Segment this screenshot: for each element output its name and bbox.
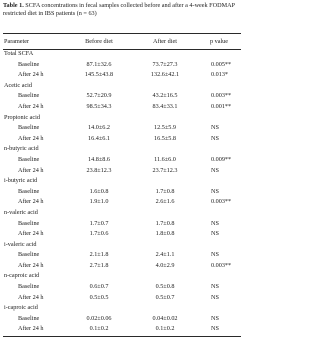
after-diet-value: 0.5±0.7 [155,293,175,301]
p-value: NS [211,283,219,291]
table-group-row [3,240,241,251]
row-label: After 24 h [18,293,44,301]
before-diet-value: 23.8±12.3 [86,166,112,174]
row-label: After 24 h [18,102,44,110]
row-label: After 24 h [18,325,44,333]
row-label: After 24 h [18,198,44,206]
after-diet-value: 4.0±2.9 [155,261,175,269]
after-diet-value: 11.6±6.0 [154,155,176,163]
table-row [3,197,241,208]
after-diet-value: 1.7±0.8 [155,187,175,195]
row-label: After 24 h [18,230,44,238]
header-row [3,33,241,49]
group-label: Total SCFA [4,50,34,57]
group-label: i-caproic acid [4,304,38,312]
table-group-row [3,81,241,92]
after-diet-value: 43.2±16.5 [152,92,178,100]
caption-text: SCFA concentrations in fecal samples collected before and after a 4-week FODMAP restricted diet in IBS patients (n = 63) [3,2,235,18]
table-group-row [3,271,241,282]
after-diet-value: 12.5±5.9 [154,124,176,132]
before-diet-value: 0.1±0.2 [89,325,109,333]
group-label: i-valeric acid [4,240,37,248]
before-diet-value: 1.7±0.7 [89,219,109,227]
p-value: NS [211,134,219,142]
before-diet-value: 87.1±32.6 [86,60,112,68]
before-diet-value: 0.5±0.5 [89,293,109,301]
table-row [3,134,241,145]
after-diet-value: 73.7±27.3 [152,60,178,68]
row-label: Baseline [18,219,40,227]
p-value: NS [211,251,219,259]
table-row [3,102,241,113]
table-row [3,219,241,230]
after-diet-value: 0.04±0.02 [152,314,178,322]
table-group-row [3,49,241,60]
before-diet-value: 14.0±6.2 [88,124,110,132]
p-value: 0.005** [211,60,232,68]
table-row [3,155,241,166]
row-label: Baseline [18,314,40,322]
after-diet-value: 2.4±1.1 [155,251,175,259]
p-value: NS [211,314,219,322]
table-row [3,282,241,293]
after-diet-value: 1.8±0.8 [155,230,175,238]
group-label: n-butyric acid [4,145,39,153]
table-group-row [3,113,241,124]
p-value: NS [211,187,219,195]
before-diet-value: 145.5±43.8 [84,71,114,79]
table-group-row [3,208,241,219]
row-label: Baseline [18,124,40,132]
after-diet-value: 1.7±0.8 [155,219,175,227]
before-diet-value: 0.6±0.7 [89,283,109,291]
p-value: 0.003** [211,261,232,269]
table-row [3,293,241,304]
table-body [3,49,241,335]
before-diet-value: 0.02±0.06 [86,314,112,322]
after-diet-value: 132.6±42.1 [150,71,180,79]
row-label: After 24 h [18,134,44,142]
scfa-table [3,33,241,335]
before-diet-value: 2.1±1.8 [89,251,109,259]
header-parameter: Parameter [4,37,30,45]
after-diet-value: 23.7±12.3 [152,166,178,174]
p-value: 0.009** [211,155,232,163]
before-diet-value: 1.6±0.8 [89,187,109,195]
p-value: 0.003** [211,198,232,206]
header-before-diet: Before diet [85,37,113,45]
table-caption [3,2,241,18]
table-row [3,324,241,335]
table-row [3,60,241,71]
row-label: Baseline [18,92,40,100]
table-group-row [3,176,241,187]
after-diet-value: 0.1±0.2 [155,325,175,333]
p-value: NS [211,124,219,132]
table-row [3,123,241,134]
before-diet-value: 1.9±1.0 [89,198,109,206]
row-label: After 24 h [18,166,44,174]
row-label: After 24 h [18,71,44,79]
p-value: NS [211,166,219,174]
table-group-row [3,144,241,155]
before-diet-value: 14.8±8.6 [88,155,110,163]
row-label: Baseline [18,155,40,163]
after-diet-value: 83.4±33.1 [152,102,178,110]
after-diet-value: 2.6±1.6 [155,198,175,206]
group-label: n-caproic acid [4,272,40,280]
row-label: Baseline [18,187,40,195]
after-diet-value: 0.5±0.8 [155,283,175,291]
row-label: After 24 h [18,261,44,269]
group-label: n-valeric acid [4,208,38,216]
header-after-diet: After diet [153,37,177,45]
table-row [3,250,241,261]
row-label: Baseline [18,251,40,259]
table-row [3,70,241,81]
before-diet-value: 2.7±1.8 [89,261,109,269]
group-label: Propionic acid [4,113,40,121]
table-row [3,166,241,177]
table-row [3,261,241,272]
group-label: i-butyric acid [4,177,38,185]
caption-label: Table 1. [3,2,24,9]
after-diet-value: 16.5±5.8 [154,134,176,142]
table-row [3,229,241,240]
before-diet-value: 52.7±20.9 [86,92,112,100]
p-value: 0.013* [211,71,229,79]
before-diet-value: 98.5±34.3 [86,102,112,110]
before-diet-value: 1.7±0.6 [89,230,109,238]
row-label: Baseline [18,60,40,68]
p-value: NS [211,293,219,301]
table-group-row [3,303,241,314]
p-value: 0.001** [211,102,232,110]
table-row [3,187,241,198]
table-row [3,91,241,102]
p-value: NS [211,325,219,333]
before-diet-value: 16.4±6.1 [88,134,110,142]
p-value: NS [211,230,219,238]
p-value: 0.003** [211,92,232,100]
group-label: Acetic acid [4,81,32,89]
header-p-value: p value [209,37,229,45]
p-value: NS [211,219,219,227]
row-label: Baseline [18,283,40,291]
